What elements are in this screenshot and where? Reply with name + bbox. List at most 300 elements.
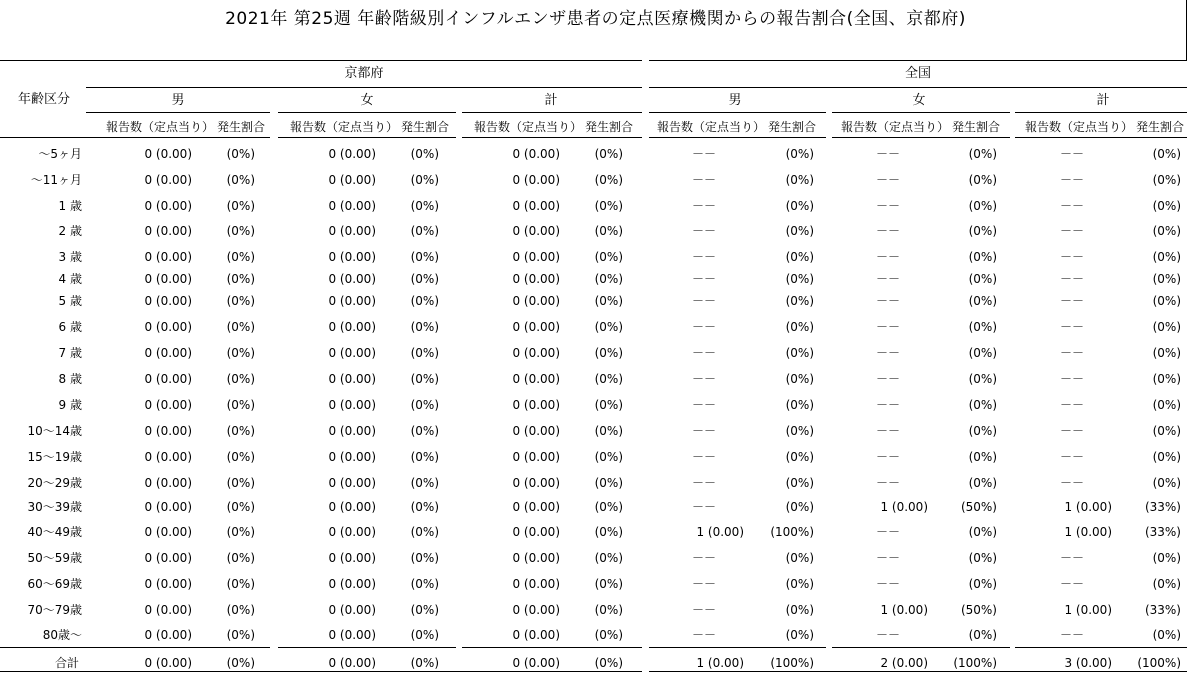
rule-total-3 [462,647,642,648]
national-total-rate: (0%) [1152,346,1181,360]
national-total-reports: －－ [1060,551,1085,565]
kyoto-total-rate: (0%) [594,603,623,617]
rate-header-2: 発生割合 [584,120,634,134]
kyoto-male-rate: (0%) [226,551,255,565]
kyoto-male-reports: 0 (0.00) [144,224,192,238]
national-total-reports: －－ [1060,476,1085,490]
kyoto-female-reports: 0 (0.00) [328,525,376,539]
national-male-rate: (0%) [785,199,814,213]
age-label: 50～59歳 [27,551,82,565]
age-label: 3 歳 [58,250,82,264]
kyoto-female-rate: (0%) [410,603,439,617]
kyoto-female-reports: 0 (0.00) [328,272,376,286]
national-male-reports: －－ [692,372,717,386]
kyoto-female-reports: 0 (0.00) [328,224,376,238]
national-male-rate: (0%) [785,147,814,161]
age-group-header: 年齢区分 [17,92,71,107]
rule-bottom-national [649,671,1187,672]
kyoto-total-rate: (0%) [594,577,623,591]
national-female-reports: －－ [876,476,901,490]
national-male-reports: －－ [692,476,717,490]
national-female-reports: －－ [876,294,901,308]
national-total-rate: (0%) [1152,224,1181,238]
region-header-kyoto: 京都府 [344,66,384,81]
national-male-reports: －－ [692,320,717,334]
kyoto-male-reports: 0 (0.00) [144,551,192,565]
kyoto-female-rate: (0%) [410,372,439,386]
kyoto-total-rate: (0%) [594,398,623,412]
national-female-rate: (0%) [968,372,997,386]
rule-top-kyoto [0,60,642,61]
kyoto-total-rate: (0%) [594,551,623,565]
reports-header-3: 報告数（定点当り） [656,120,766,134]
national-female-rate: (50%) [960,603,997,617]
national-female-reports: －－ [876,250,901,264]
national-female-rate: (0%) [968,199,997,213]
kyoto-female-reports: 0 (0.00) [328,320,376,334]
national-female-reports: －－ [876,372,901,386]
kyoto-male-rate: (0%) [226,476,255,490]
kyoto-male-reports: 0 (0.00) [144,173,192,187]
kyoto-male-rate: (0%) [226,147,255,161]
national-female-reports: －－ [876,272,901,286]
national-female-rate: (0%) [968,628,997,642]
kyoto-female-rate: (0%) [410,272,439,286]
kyoto-male-rate: (0%) [226,450,255,464]
reports-header-1: 報告数（定点当り） [289,120,399,134]
kyoto-total-rate: (0%) [594,424,623,438]
kyoto-total-reports: 0 (0.00) [512,628,560,642]
rule-total-5 [832,647,1010,648]
national-male-reports: －－ [692,577,717,591]
rule-sex-4 [832,112,1010,113]
national-male-rate: (0%) [785,372,814,386]
age-label: 4 歳 [58,272,82,286]
national-total-reports: －－ [1060,450,1085,464]
kyoto-female-rate: (0%) [410,224,439,238]
rule-sex-1 [278,112,456,113]
national-total-rate: (0%) [1152,577,1181,591]
kyoto-female-rate: (0%) [410,551,439,565]
kyoto-total-reports: 0 (0.00) [512,500,560,514]
kyoto-male-reports: 0 (0.00) [144,320,192,334]
kyoto-female-rate: (0%) [410,656,439,670]
national-total-rate: (0%) [1152,147,1181,161]
age-label: 15～19歳 [27,450,82,464]
national-female-reports: －－ [876,628,901,642]
rule-total-0 [0,647,86,648]
national-total-reports: －－ [1060,320,1085,334]
kyoto-total-rate: (0%) [594,346,623,360]
kyoto-male-rate: (0%) [226,294,255,308]
national-female-rate: (0%) [968,577,997,591]
kyoto-female-reports: 0 (0.00) [328,346,376,360]
kyoto-female-reports: 0 (0.00) [328,250,376,264]
national-male-reports: －－ [692,147,717,161]
national-total-reports: －－ [1060,398,1085,412]
national-male-reports: －－ [692,424,717,438]
national-female-rate: (0%) [968,551,997,565]
region-header-national: 全国 [904,66,932,81]
age-label: 9 歳 [58,398,82,412]
kyoto-female-rate: (0%) [410,173,439,187]
kyoto-male-reports: 0 (0.00) [144,525,192,539]
sex-header-kyoto-total: 計 [544,93,558,108]
rule-total-4 [649,647,826,648]
kyoto-total-reports: 0 (0.00) [512,577,560,591]
national-total-reports: －－ [1060,628,1085,642]
kyoto-total-rate: (0%) [594,320,623,334]
national-total-reports: －－ [1060,294,1085,308]
national-total-reports: 1 (0.00) [1064,525,1112,539]
age-label: 40～49歳 [27,525,82,539]
national-female-rate: (0%) [968,398,997,412]
rule-sex-0 [86,112,270,113]
rate-header-5: 発生割合 [1135,120,1185,134]
national-total-reports: －－ [1060,424,1085,438]
national-female-reports: －－ [876,199,901,213]
national-female-rate: (0%) [968,476,997,490]
national-female-reports: －－ [876,424,901,438]
kyoto-total-rate: (0%) [594,199,623,213]
kyoto-female-rate: (0%) [410,424,439,438]
rate-header-0: 発生割合 [216,120,266,134]
rule-region-national [649,87,1187,88]
national-male-rate: (0%) [785,424,814,438]
kyoto-male-rate: (0%) [226,424,255,438]
kyoto-total-rate: (0%) [594,173,623,187]
national-female-reports: 2 (0.00) [880,656,928,670]
national-female-reports: －－ [876,525,901,539]
national-total-rate: (33%) [1144,500,1181,514]
national-female-reports: －－ [876,551,901,565]
kyoto-male-rate: (0%) [226,250,255,264]
rule-header-3 [462,137,642,138]
national-female-reports: －－ [876,398,901,412]
rule-top-national [649,60,1187,61]
kyoto-total-reports: 0 (0.00) [512,320,560,334]
age-label: ～5ヶ月 [38,147,82,161]
national-total-reports: －－ [1060,346,1085,360]
national-female-rate: (0%) [968,346,997,360]
kyoto-male-rate: (0%) [226,372,255,386]
national-female-rate: (0%) [968,320,997,334]
rate-header-1: 発生割合 [400,120,450,134]
kyoto-male-rate: (0%) [226,346,255,360]
national-male-rate: (0%) [785,272,814,286]
national-total-rate: (33%) [1144,603,1181,617]
kyoto-total-rate: (0%) [594,372,623,386]
national-female-reports: －－ [876,320,901,334]
kyoto-total-rate: (0%) [594,476,623,490]
kyoto-total-reports: 0 (0.00) [512,147,560,161]
kyoto-male-rate: (0%) [226,320,255,334]
kyoto-male-reports: 0 (0.00) [144,294,192,308]
national-male-reports: －－ [692,250,717,264]
kyoto-female-reports: 0 (0.00) [328,398,376,412]
kyoto-male-rate: (0%) [226,656,255,670]
national-male-reports: －－ [692,450,717,464]
age-label: 30～39歳 [27,500,82,514]
kyoto-male-reports: 0 (0.00) [144,250,192,264]
kyoto-male-rate: (0%) [226,272,255,286]
national-total-rate: (0%) [1152,551,1181,565]
kyoto-male-rate: (0%) [226,628,255,642]
kyoto-female-reports: 0 (0.00) [328,173,376,187]
national-male-reports: －－ [692,398,717,412]
kyoto-female-reports: 0 (0.00) [328,294,376,308]
national-female-reports: －－ [876,173,901,187]
national-female-rate: (0%) [968,147,997,161]
age-label: 80歳～ [42,628,82,642]
national-male-reports: －－ [692,346,717,360]
national-male-rate: (0%) [785,500,814,514]
age-label: 1 歳 [58,199,82,213]
kyoto-total-reports: 0 (0.00) [512,224,560,238]
national-female-rate: (50%) [960,500,997,514]
page-title: 2021年 第25週 年齢階級別インフルエンザ患者の定点医療機関からの報告割合(全国、京都府) [225,9,966,29]
kyoto-total-reports: 0 (0.00) [512,398,560,412]
kyoto-male-reports: 0 (0.00) [144,424,192,438]
age-label: 8 歳 [58,372,82,386]
kyoto-female-reports: 0 (0.00) [328,628,376,642]
total-label: 合計 [54,656,80,670]
rate-header-3: 発生割合 [767,120,817,134]
kyoto-total-reports: 0 (0.00) [512,199,560,213]
age-label: 10～14歳 [27,424,82,438]
kyoto-male-reports: 0 (0.00) [144,346,192,360]
kyoto-total-reports: 0 (0.00) [512,294,560,308]
kyoto-total-reports: 0 (0.00) [512,603,560,617]
national-female-reports: 1 (0.00) [880,500,928,514]
national-total-rate: (0%) [1152,272,1181,286]
kyoto-female-reports: 0 (0.00) [328,147,376,161]
rate-header-4: 発生割合 [951,120,1001,134]
kyoto-male-rate: (0%) [226,500,255,514]
national-male-rate: (0%) [785,603,814,617]
sex-header-national-total: 計 [1096,93,1110,108]
national-female-rate: (0%) [968,173,997,187]
kyoto-male-reports: 0 (0.00) [144,398,192,412]
national-total-reports: －－ [1060,199,1085,213]
kyoto-female-reports: 0 (0.00) [328,476,376,490]
national-female-reports: －－ [876,577,901,591]
national-total-reports: －－ [1060,147,1085,161]
national-male-rate: (0%) [785,320,814,334]
national-total-rate: (0%) [1152,476,1181,490]
age-label: 5 歳 [58,294,82,308]
national-total-reports: －－ [1060,250,1085,264]
kyoto-total-reports: 0 (0.00) [512,372,560,386]
kyoto-male-rate: (0%) [226,199,255,213]
rule-header-6 [1015,137,1187,138]
kyoto-male-reports: 0 (0.00) [144,450,192,464]
kyoto-female-reports: 0 (0.00) [328,500,376,514]
rule-header-5 [832,137,1010,138]
national-male-rate: (0%) [785,476,814,490]
national-female-reports: 1 (0.00) [880,603,928,617]
national-male-rate: (0%) [785,294,814,308]
rule-sex-2 [462,112,642,113]
kyoto-total-rate: (0%) [594,525,623,539]
national-total-reports: －－ [1060,173,1085,187]
kyoto-total-reports: 0 (0.00) [512,525,560,539]
national-male-rate: (0%) [785,398,814,412]
national-male-rate: (0%) [785,551,814,565]
kyoto-female-rate: (0%) [410,476,439,490]
age-label: 7 歳 [58,346,82,360]
national-total-rate: (0%) [1152,173,1181,187]
kyoto-female-rate: (0%) [410,346,439,360]
national-female-rate: (0%) [968,424,997,438]
national-total-rate: (100%) [1137,656,1181,670]
national-female-rate: (0%) [968,525,997,539]
kyoto-male-reports: 0 (0.00) [144,577,192,591]
national-total-reports: 3 (0.00) [1064,656,1112,670]
rule-sex-5 [1015,112,1187,113]
reports-header-0: 報告数（定点当り） [105,120,215,134]
age-label: 6 歳 [58,320,82,334]
kyoto-male-rate: (0%) [226,525,255,539]
kyoto-male-rate: (0%) [226,603,255,617]
national-male-rate: (0%) [785,628,814,642]
kyoto-total-reports: 0 (0.00) [512,173,560,187]
kyoto-male-reports: 0 (0.00) [144,476,192,490]
kyoto-female-reports: 0 (0.00) [328,450,376,464]
kyoto-total-reports: 0 (0.00) [512,476,560,490]
kyoto-male-rate: (0%) [226,398,255,412]
national-total-reports: －－ [1060,224,1085,238]
rule-header-1 [86,137,270,138]
national-total-reports: －－ [1060,272,1085,286]
kyoto-total-reports: 0 (0.00) [512,346,560,360]
national-female-rate: (0%) [968,294,997,308]
kyoto-male-reports: 0 (0.00) [144,199,192,213]
kyoto-male-reports: 0 (0.00) [144,656,192,670]
kyoto-female-rate: (0%) [410,500,439,514]
kyoto-total-rate: (0%) [594,272,623,286]
national-total-reports: 1 (0.00) [1064,603,1112,617]
age-label: 2 歳 [58,224,82,238]
national-total-rate: (33%) [1144,525,1181,539]
national-male-rate: (0%) [785,224,814,238]
sex-header-kyoto-male: 男 [171,93,185,108]
kyoto-female-rate: (0%) [410,525,439,539]
kyoto-total-rate: (0%) [594,500,623,514]
kyoto-total-rate: (0%) [594,628,623,642]
national-total-rate: (0%) [1152,450,1181,464]
national-male-reports: －－ [692,173,717,187]
national-female-reports: －－ [876,147,901,161]
rule-total-6 [1015,647,1187,648]
kyoto-total-reports: 0 (0.00) [512,424,560,438]
kyoto-male-rate: (0%) [226,224,255,238]
kyoto-total-reports: 0 (0.00) [512,656,560,670]
national-male-reports: －－ [692,628,717,642]
national-total-rate: (0%) [1152,199,1181,213]
national-female-reports: －－ [876,346,901,360]
kyoto-total-rate: (0%) [594,450,623,464]
national-female-rate: (100%) [953,656,997,670]
kyoto-male-reports: 0 (0.00) [144,372,192,386]
sex-header-kyoto-female: 女 [360,93,374,108]
national-male-reports: －－ [692,294,717,308]
kyoto-female-rate: (0%) [410,199,439,213]
kyoto-female-rate: (0%) [410,450,439,464]
kyoto-female-reports: 0 (0.00) [328,603,376,617]
national-total-rate: (0%) [1152,628,1181,642]
kyoto-male-rate: (0%) [226,173,255,187]
kyoto-female-reports: 0 (0.00) [328,424,376,438]
national-female-rate: (0%) [968,250,997,264]
national-male-rate: (100%) [770,525,814,539]
frame-border [1186,0,1187,60]
kyoto-female-rate: (0%) [410,628,439,642]
rule-header-4 [649,137,826,138]
kyoto-female-reports: 0 (0.00) [328,551,376,565]
kyoto-female-reports: 0 (0.00) [328,577,376,591]
national-male-rate: (0%) [785,577,814,591]
national-male-reports: －－ [692,272,717,286]
national-male-reports: －－ [692,199,717,213]
rule-sex-3 [649,112,826,113]
national-total-reports: －－ [1060,372,1085,386]
kyoto-female-rate: (0%) [410,294,439,308]
kyoto-total-rate: (0%) [594,656,623,670]
kyoto-total-rate: (0%) [594,294,623,308]
age-label: 20～29歳 [27,476,82,490]
national-male-reports: －－ [692,603,717,617]
kyoto-male-reports: 0 (0.00) [144,628,192,642]
national-male-reports: －－ [692,224,717,238]
rule-bottom-kyoto [0,671,642,672]
kyoto-female-rate: (0%) [410,250,439,264]
national-total-rate: (0%) [1152,294,1181,308]
sex-header-national-female: 女 [912,93,926,108]
kyoto-female-rate: (0%) [410,320,439,334]
national-female-rate: (0%) [968,224,997,238]
kyoto-female-rate: (0%) [410,398,439,412]
national-total-reports: －－ [1060,577,1085,591]
kyoto-male-reports: 0 (0.00) [144,147,192,161]
national-female-rate: (0%) [968,450,997,464]
kyoto-female-reports: 0 (0.00) [328,372,376,386]
kyoto-female-rate: (0%) [410,577,439,591]
national-female-reports: －－ [876,450,901,464]
national-total-rate: (0%) [1152,372,1181,386]
national-male-reports: －－ [692,500,717,514]
national-male-rate: (0%) [785,450,814,464]
national-male-reports: －－ [692,551,717,565]
national-total-reports: 1 (0.00) [1064,500,1112,514]
national-total-rate: (0%) [1152,320,1181,334]
rule-region-kyoto [86,87,642,88]
kyoto-female-rate: (0%) [410,147,439,161]
kyoto-male-reports: 0 (0.00) [144,272,192,286]
reports-header-2: 報告数（定点当り） [473,120,583,134]
age-label: ～11ヶ月 [30,173,82,187]
kyoto-male-rate: (0%) [226,577,255,591]
national-male-rate: (100%) [770,656,814,670]
reports-header-4: 報告数（定点当り） [840,120,950,134]
kyoto-total-reports: 0 (0.00) [512,551,560,565]
national-male-reports: 1 (0.00) [696,525,744,539]
national-total-rate: (0%) [1152,398,1181,412]
kyoto-male-reports: 0 (0.00) [144,500,192,514]
sex-header-national-male: 男 [728,93,742,108]
kyoto-total-rate: (0%) [594,147,623,161]
kyoto-total-rate: (0%) [594,224,623,238]
